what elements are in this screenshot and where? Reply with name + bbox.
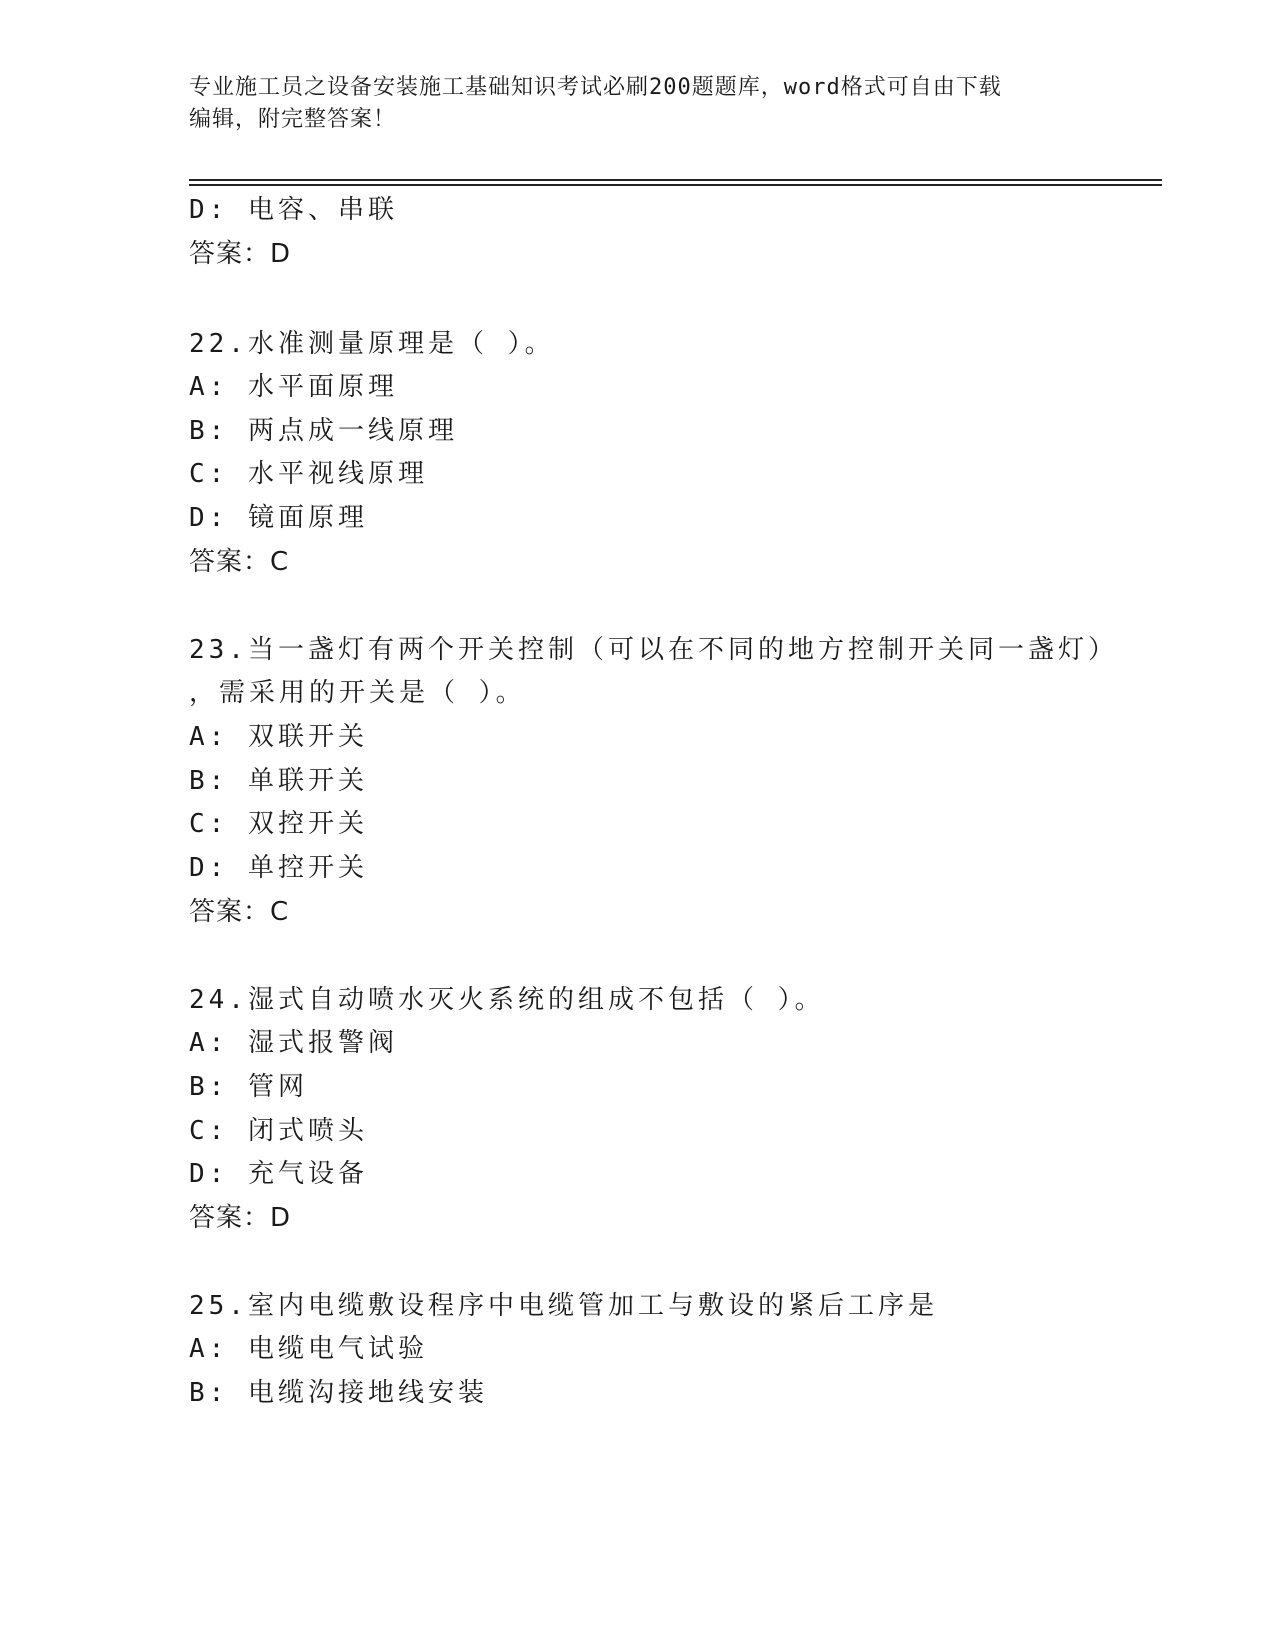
q23-option-c: C: 双控开关	[189, 809, 368, 839]
q25-option-a: A: 电缆电气试验	[189, 1334, 428, 1364]
q22-option-d: D: 镜面原理	[189, 503, 368, 533]
q24-option-c: C: 闭式喷头	[189, 1116, 368, 1146]
q24-option-b: B: 管网	[189, 1072, 308, 1102]
q24-option-d: D: 充气设备	[189, 1159, 368, 1189]
q24-stem: 24.湿式自动喷水灭火系统的组成不包括（ ）。	[189, 985, 825, 1015]
header-line-1: 专业施工员之设备安装施工基础知识考试必刷200题题库，word格式可自由下载	[189, 75, 1002, 100]
header-rule-bottom	[189, 184, 1162, 186]
q23-option-a: A: 双联开关	[189, 722, 368, 752]
q21-option-d: D: 电容、串联	[189, 195, 398, 225]
q23-stem-line-2: ，需采用的开关是（ ）。	[189, 678, 526, 708]
q25-option-b: B: 电缆沟接地线安装	[189, 1378, 488, 1408]
q25-stem: 25.室内电缆敷设程序中电缆管加工与敷设的紧后工序是	[189, 1291, 938, 1321]
q23-option-d: D: 单控开关	[189, 853, 368, 883]
q23-stem-line-1: 23.当一盏灯有两个开关控制（可以在不同的地方控制开关同一盏灯）	[189, 635, 1118, 665]
q23-option-b: B: 单联开关	[189, 766, 368, 796]
q21-answer: 答案：D	[189, 239, 292, 269]
q22-stem: 22.水准测量原理是（ ）。	[189, 329, 555, 359]
q24-option-a: A: 湿式报警阀	[189, 1028, 398, 1058]
q22-answer: 答案：C	[189, 547, 290, 577]
q22-option-b: B: 两点成一线原理	[189, 416, 458, 446]
q23-answer: 答案：C	[189, 897, 290, 927]
q22-option-a: A: 水平面原理	[189, 372, 398, 402]
header-rule-top	[189, 179, 1162, 181]
document-header	[189, 72, 1089, 136]
q24-answer: 答案：D	[189, 1203, 292, 1233]
q22-option-c: C: 水平视线原理	[189, 459, 428, 489]
header-line-2: 编辑，附完整答案！	[189, 107, 397, 132]
